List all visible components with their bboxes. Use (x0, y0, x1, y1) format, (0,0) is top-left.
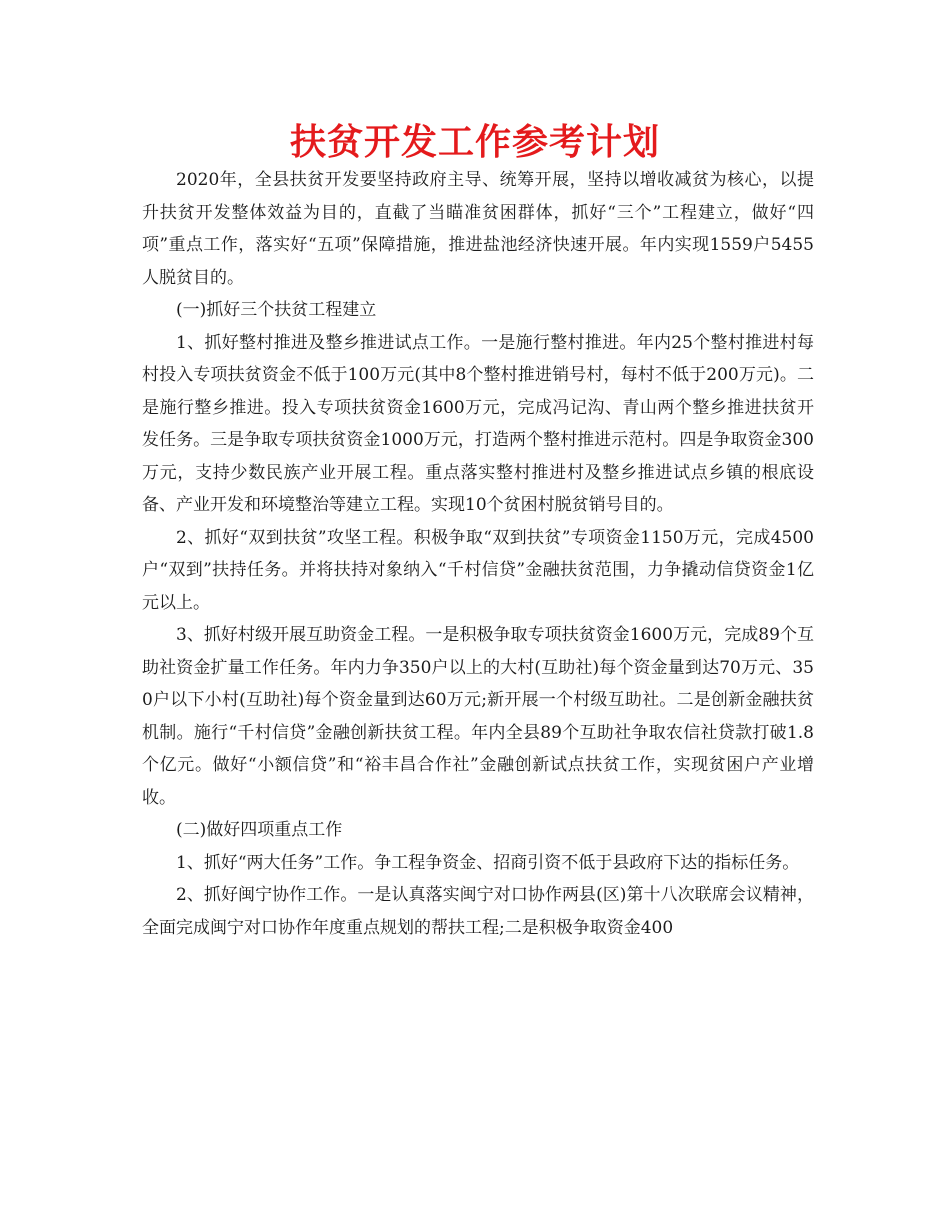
document-body (142, 164, 814, 944)
paragraph-item-1-2: 2、抓好“双到扶贫”攻坚工程。积极争取“双到扶贫”专项资金1150万元，完成4500户“双到”扶持任务。并将扶持对象纳入“千村信贷”金融扶贫范围，力争撬动信贷资金1亿元以上。 (142, 527, 814, 613)
section-heading-1: (一)抓好三个扶贫工程建立 (176, 300, 377, 320)
paragraph-intro: 2020年，全县扶贫开发要坚持政府主导、统筹开展，坚持以增收减贫为核心，以提升扶贫开发整体效益为目的，直截了当瞄准贫困群体，抓好“三个”工程建立，做好“四项”重点工作，落实好“五项”保障措施，推进盐池经济快速开展。年内实现1559户5455人脱贫目的。 (142, 170, 814, 288)
document-title: 扶贫开发工作参考计划 (289, 122, 660, 163)
paragraph-item-2-1: 1、抓好“两大任务”工作。争工程争资金、招商引资不低于县政府下达的指标任务。 (176, 852, 800, 873)
paragraph-item-1-3: 3、抓好村级开展互助资金工程。一是积极争取专项扶贫资金1600万元，完成89个互助社资金扩量工作任务。年内力争350户以上的大村(互助社)每个资金量到达70万元、350户以下小村(互助社)每个资金量到达60万元;新开展一个村级互助社。二是创新金融扶贫机制。施行“千村信贷”金融创新扶贫工程。年内全县89个互助社争取农信社贷款打破1.8个亿元。做好“小额信贷”和“裕丰昌合作社”金融创新试点扶贫工作，实现贫困户产业增收。 (142, 625, 814, 808)
paragraph-item-2-2: 2、抓好闽宁协作工作。一是认真落实闽宁对口协作两县(区)第十八次联席会议精神，全面完成闽宁对口协作年度重点规划的帮扶工程;二是积极争取资金400 (142, 885, 814, 938)
section-heading-2: (二)做好四项重点工作 (176, 820, 343, 840)
paragraph-item-1-1: 1、抓好整村推进及整乡推进试点工作。一是施行整村推进。年内25个整村推进村每村投入专项扶贫资金不低于100万元(其中8个整村推进销号村，每村不低于200万元)。二是施行整乡推进。投入专项扶贫资金1600万元，完成冯记沟、青山两个整乡推进扶贫开发任务。三是争取专项扶贫资金1000万元，打造两个整村推进示范村。四是争取资金300万元，支持少数民族产业开展工程。重点落实整村推进村及整乡推进试点乡镇的根底设备、产业开发和环境整治等建立工程。实现10个贫困村脱贫销号目的。 (142, 332, 814, 515)
